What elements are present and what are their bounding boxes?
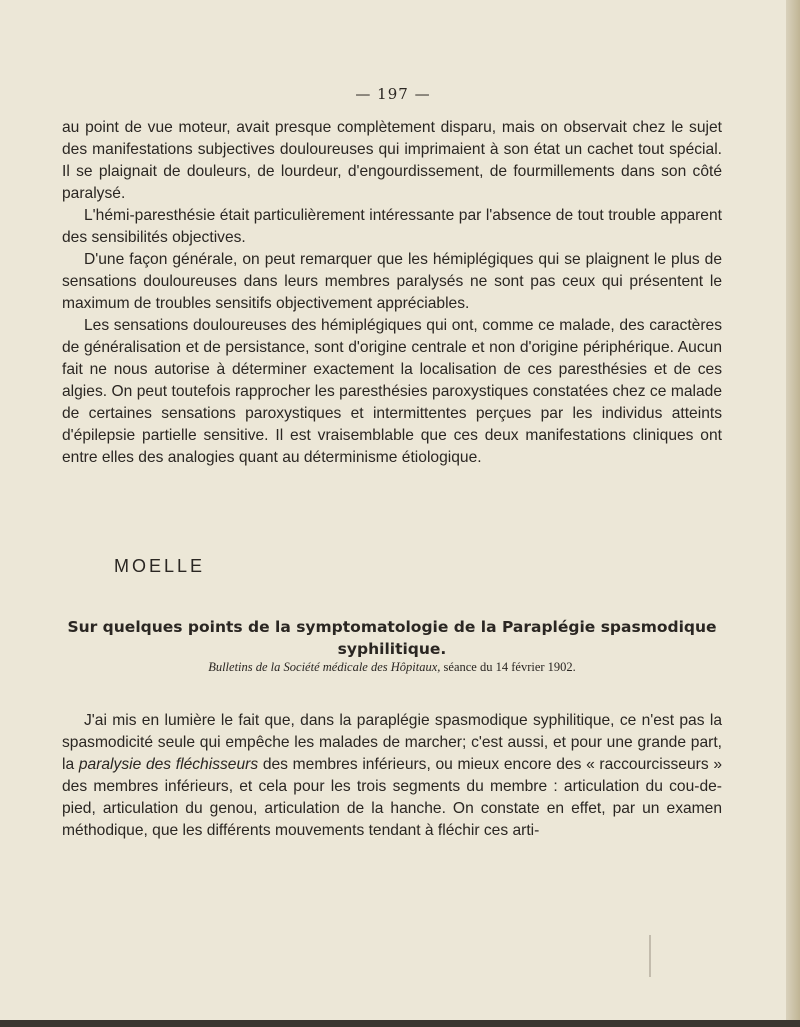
paragraph-part: des membres inférieurs, ou mieux encore des « raccourcisseurs » des membres inférieurs, et cela pour les trois segments du membre : articulation du cou-de-pied, articulation du genou, articulation de la hanche. On constate en effet, par un examen méthodique, que les différents mouvements tendant à fléchir ces arti- xyxy=(62,756,722,839)
paragraph-part: J'ai mis en lumière le fait que, dans la paraplégie spasmodique syphilitique, ce n'est pas la spasmodicité seule qui empêche les malades de marcher; c'est aussi, et pour une grande part, la xyxy=(62,712,722,773)
page-number: — 197 — xyxy=(355,85,431,103)
article-title: Sur quelques points de la symptomatologie de la Paraplégie spasmodique syphilitique. xyxy=(67,618,717,658)
body-text-bottom xyxy=(62,710,722,842)
citation-date: séance du 14 février 1902. xyxy=(440,660,576,674)
body-text-top xyxy=(62,117,722,469)
paper-flaw xyxy=(649,935,651,977)
section-title: MOELLE xyxy=(114,556,206,576)
page-bottom-edge xyxy=(0,1020,800,1027)
paragraph: L'hémi-paresthésie était particulièrement intéressante par l'absence de tout trouble apparent des sensibilités objectives. xyxy=(62,207,722,246)
paragraph: au point de vue moteur, avait presque complètement disparu, mais on observait chez le sujet des manifestations subjectives douloureuses qui imprimaient à son état un cachet tout spécial. Il se plaignait de douleurs, de lourdeur, d'engourdissement, de fourmillements dans son côté paralysé. xyxy=(62,119,722,202)
citation-journal: Bulletins de la Société médicale des Hôpitaux, xyxy=(208,660,441,674)
paragraph: Les sensations douloureuses des hémiplégiques qui ont, comme ce malade, des caractères de généralisation et de persistance, sont d'origine centrale et non d'origine périphérique. Aucun fait ne nous autorise à déterminer exactement la localisation de ces paresthésies et de ces algies. On peut toutefois rapprocher les paresthésies paroxystiques constatées chez ce malade de certaines sensations paroxystiques et intermittentes perçues par les individus atteints d'épilepsie partielle sensitive. Il est vraisemblable que ces deux manifestations cliniques ont entre elles des analogies quant au déterminisme étiologique. xyxy=(62,317,722,466)
paragraph-italic: paralysie des fléchisseurs xyxy=(78,756,259,773)
citation xyxy=(62,660,722,675)
paragraph: D'une façon générale, on peut remarquer que les hémiplégiques qui se plaignent le plus de sensations douloureuses dans leurs membres paralysés ne sont pas ceux qui présentent le maximum de troubles sensitifs objectivement appréciables. xyxy=(62,251,722,312)
paragraph xyxy=(62,710,722,842)
page-edge xyxy=(786,0,800,1027)
